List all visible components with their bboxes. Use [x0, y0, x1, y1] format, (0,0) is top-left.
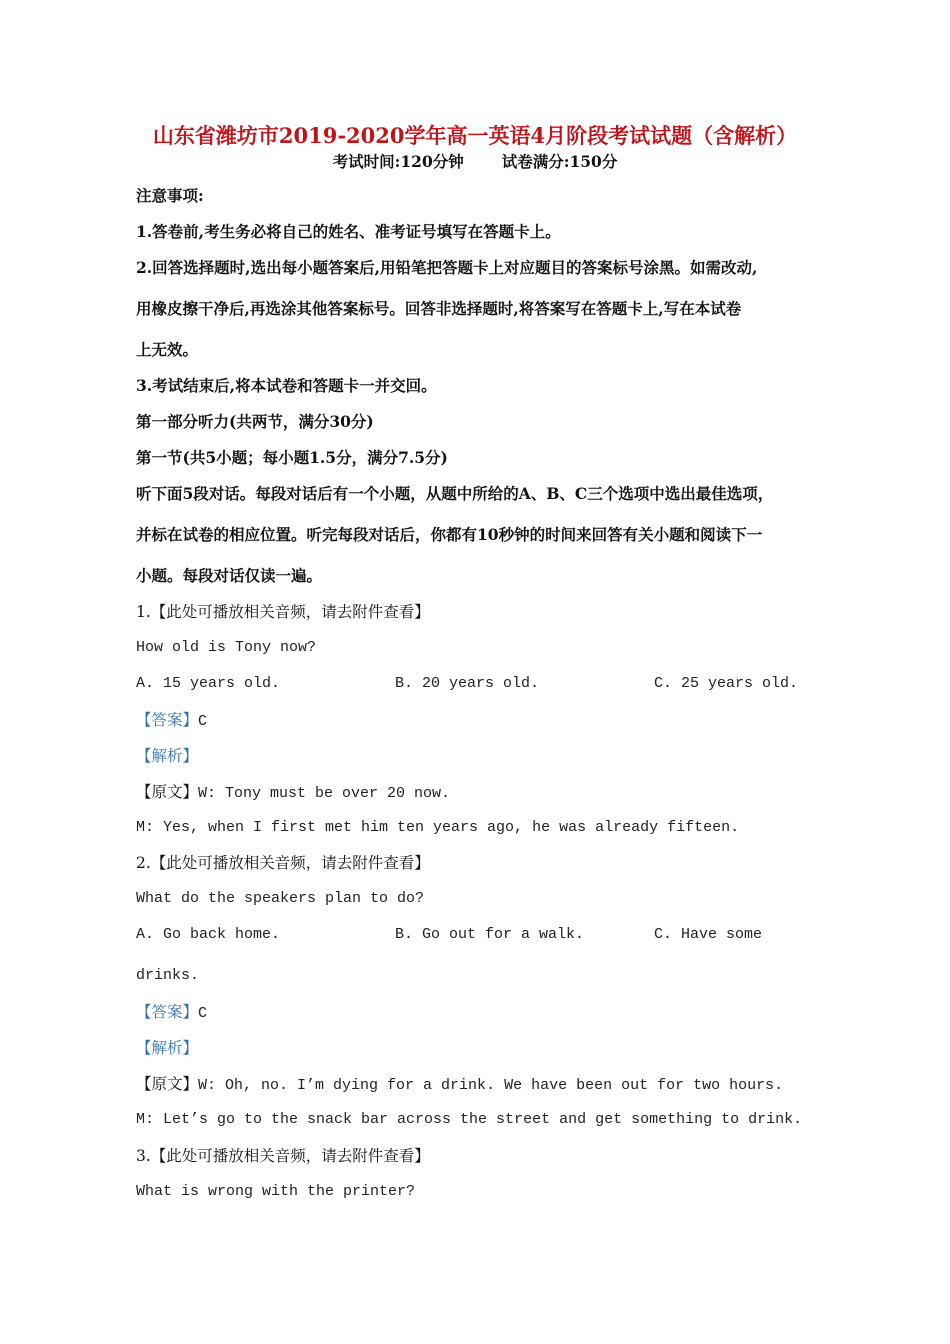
q2-heading: 2.【此处可播放相关音频，请去附件查看】 — [136, 854, 430, 872]
notice-heading: 注意事项: — [136, 186, 204, 205]
q1-original-line-1: 【原文】W: Tony must be over 20 now. — [136, 783, 451, 802]
q2-original-line-2: M: Let’s go to the snack bar across the street and get something to drink. — [136, 1111, 803, 1128]
q1-option-c: C. 25 years old. — [654, 675, 799, 692]
q2-original-line-1: 【原文】W: Oh, no. I’m dying for a drink. We have been out for two hours. — [136, 1075, 784, 1094]
notice-item-2-line-3: 上无效。 — [136, 340, 199, 359]
instructions-line-1: 听下面5段对话。每段对话后有一个小题，从题中所给的A、B、C三个选项中选出最佳选项， — [136, 484, 774, 503]
q1-answer-value: C — [198, 713, 208, 730]
q2-answer — [136, 1002, 207, 1024]
q1-heading: 1.【此处可播放相关音频，请去附件查看】 — [136, 603, 430, 621]
q2-option-c-continued: drinks. — [136, 967, 200, 984]
section1-heading: 第一节(共5小题；每小题1.5分，满分7.5分) — [136, 448, 448, 467]
q2-question: What do the speakers plan to do? — [136, 890, 425, 907]
notice-item-2-line-2: 用橡皮擦干净后,再选涂其他答案标号。回答非选择题时,将答案写在答题卡上,写在本试卷 — [136, 299, 742, 318]
answer-label: 【答案】 — [136, 1003, 199, 1021]
answer-label: 【答案】 — [136, 711, 199, 729]
exam-time: 考试时间:120分钟 — [332, 152, 464, 171]
q2-analysis-label: 【解析】 — [136, 1039, 199, 1057]
q3-question: What is wrong with the printer? — [136, 1183, 416, 1200]
q1-analysis-label: 【解析】 — [136, 747, 199, 765]
q2-option-a: A. Go back home. — [136, 926, 281, 943]
q1-original-line-2: M: Yes, when I first met him ten years ago, he was already fifteen. — [136, 819, 740, 836]
original-label: 【原文】 — [136, 1075, 199, 1093]
q2-answer-value: C — [198, 1005, 208, 1022]
instructions-line-2: 并标在试卷的相应位置。听完每段对话后，你都有10秒钟的时间来回答有关小题和阅读下一 — [136, 525, 763, 544]
q2-option-b: B. Go out for a walk. — [395, 926, 585, 943]
q1-option-b: B. 20 years old. — [395, 675, 540, 692]
instructions-line-3: 小题。每段对话仅读一遍。 — [136, 566, 323, 585]
q1-question: How old is Tony now? — [136, 639, 317, 656]
document-title: 山东省潍坊市2019-2020学年高一英语4月阶段考试试题（含解析） — [152, 123, 798, 148]
notice-item-1: 1.答卷前,考生务必将自己的姓名、准考证号填写在答题卡上。 — [136, 222, 561, 241]
notice-item-3: 3.考试结束后,将本试卷和答题卡一并交回。 — [136, 376, 437, 395]
original-label: 【原文】 — [136, 783, 199, 801]
q1-answer — [136, 710, 207, 732]
q2-option-c: C. Have some — [654, 926, 763, 943]
q3-heading: 3.【此处可播放相关音频，请去附件查看】 — [136, 1147, 430, 1165]
exam-info — [0, 152, 950, 172]
exam-score: 试卷满分:150分 — [501, 152, 618, 171]
part1-heading: 第一部分听力(共两节，满分30分) — [136, 412, 374, 431]
q1-option-a: A. 15 years old. — [136, 675, 281, 692]
notice-item-2-line-1: 2.回答选择题时,选出每小题答案后,用铅笔把答题卡上对应题目的答案标号涂黑。如需改动, — [136, 258, 758, 277]
